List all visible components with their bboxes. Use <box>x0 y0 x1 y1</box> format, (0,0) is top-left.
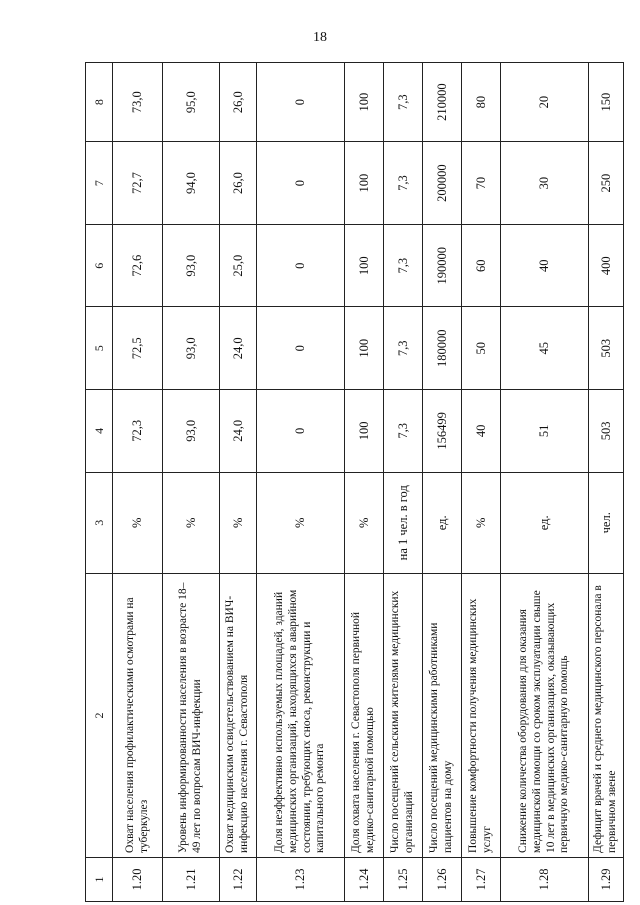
value-col5: 503 <box>589 307 624 390</box>
value-col5: 100 <box>345 307 384 390</box>
header-cell: 4 <box>86 390 113 473</box>
value-col7: 94,0 <box>163 142 220 225</box>
value-col5: 7,3 <box>384 307 423 390</box>
value-col8: 20 <box>501 63 589 142</box>
value-col7: 100 <box>345 142 384 225</box>
header-cell: 8 <box>86 63 113 142</box>
indicators-table <box>85 62 624 902</box>
indicator-description: Повышение комфортности получения медицинских услуг <box>462 573 501 857</box>
value-col4: 72,3 <box>113 390 163 473</box>
value-col8: 80 <box>462 63 501 142</box>
value-col5: 45 <box>501 307 589 390</box>
value-col8: 95,0 <box>163 63 220 142</box>
value-col6: 25,0 <box>220 224 257 307</box>
header-cell: 6 <box>86 224 113 307</box>
value-col8: 7,3 <box>384 63 423 142</box>
page-number: 18 <box>313 30 327 45</box>
value-col4: 0 <box>257 390 345 473</box>
value-col6: 72,6 <box>113 224 163 307</box>
value-col8: 150 <box>589 63 624 142</box>
value-col4: 156499 <box>423 390 462 473</box>
value-col7: 30 <box>501 142 589 225</box>
indicator-description: Охват медицинским освидетельствованием на ВИЧ-инфекцию населения г. Севастополя <box>220 573 257 857</box>
value-col6: 60 <box>462 224 501 307</box>
unit: % <box>163 472 220 573</box>
unit: % <box>345 472 384 573</box>
unit: чел. <box>589 472 624 573</box>
value-col6: 40 <box>501 224 589 307</box>
value-col4: 100 <box>345 390 384 473</box>
value-col7: 72,7 <box>113 142 163 225</box>
unit: % <box>113 472 163 573</box>
value-col8: 100 <box>345 63 384 142</box>
table-row <box>345 63 384 902</box>
row-number: 1.25 <box>384 857 423 901</box>
unit: на 1 чел. в год <box>384 472 423 573</box>
value-col5: 50 <box>462 307 501 390</box>
table-row <box>113 63 163 902</box>
table-row <box>220 63 257 902</box>
indicator-description: Доля охвата населения г. Севастополя первичной медико-санитарной помощью <box>345 573 384 857</box>
value-col8: 210000 <box>423 63 462 142</box>
indicator-description: Охват населения профилактическими осмотрами на туберкулез <box>113 573 163 857</box>
row-number: 1.21 <box>163 857 220 901</box>
table-row <box>163 63 220 902</box>
value-col6: 0 <box>257 224 345 307</box>
value-col5: 93,0 <box>163 307 220 390</box>
value-col5: 0 <box>257 307 345 390</box>
indicator-description: Доля неэффективно используемых площадей, зданий медицинских организаций, находящихся в аварийном состоянии, требующих сноса, реконструкции и капитального ремонта <box>257 573 345 857</box>
header-cell: 7 <box>86 142 113 225</box>
unit: % <box>220 472 257 573</box>
row-number: 1.28 <box>501 857 589 901</box>
value-col6: 93,0 <box>163 224 220 307</box>
value-col7: 250 <box>589 142 624 225</box>
value-col5: 180000 <box>423 307 462 390</box>
unit: ед. <box>423 472 462 573</box>
table-row <box>462 63 501 902</box>
value-col6: 100 <box>345 224 384 307</box>
table-row <box>257 63 345 902</box>
unit: % <box>257 472 345 573</box>
value-col4: 503 <box>589 390 624 473</box>
value-col7: 26,0 <box>220 142 257 225</box>
table-body <box>113 63 624 902</box>
row-number: 1.26 <box>423 857 462 901</box>
row-number: 1.20 <box>113 857 163 901</box>
value-col7: 200000 <box>423 142 462 225</box>
value-col7: 0 <box>257 142 345 225</box>
table-row <box>589 63 624 902</box>
row-number: 1.24 <box>345 857 384 901</box>
indicator-description: Дефицит врачей и среднего медицинского персонала в первичном звене <box>589 573 624 857</box>
indicator-description: Уровень информированности населения в возрасте 18–49 лет по вопросам ВИЧ-инфекции <box>163 573 220 857</box>
row-number: 1.29 <box>589 857 624 901</box>
header-cell: 2 <box>86 573 113 857</box>
indicator-description: Число посещений сельскими жителями медицинских организаций <box>384 573 423 857</box>
rotated-table-wrapper <box>85 62 618 902</box>
table-row <box>384 63 423 902</box>
value-col4: 40 <box>462 390 501 473</box>
value-col6: 7,3 <box>384 224 423 307</box>
header-cell: 1 <box>86 857 113 901</box>
value-col8: 73,0 <box>113 63 163 142</box>
value-col4: 7,3 <box>384 390 423 473</box>
row-number: 1.23 <box>257 857 345 901</box>
value-col7: 70 <box>462 142 501 225</box>
header-cell: 3 <box>86 472 113 573</box>
value-col6: 400 <box>589 224 624 307</box>
indicator-description: Снижение количества оборудования для оказания медицинской помощи со сроком эксплуатации свыше 10 лет в медицинских организациях, оказывающих первичную медико-санитарную помощь <box>501 573 589 857</box>
table-row <box>423 63 462 902</box>
row-number: 1.27 <box>462 857 501 901</box>
row-number: 1.22 <box>220 857 257 901</box>
value-col4: 24,0 <box>220 390 257 473</box>
indicator-description: Число посещений медицинскими работниками пациентов на дому <box>423 573 462 857</box>
unit: % <box>462 472 501 573</box>
value-col7: 7,3 <box>384 142 423 225</box>
value-col5: 72,5 <box>113 307 163 390</box>
table-row <box>501 63 589 902</box>
value-col4: 93,0 <box>163 390 220 473</box>
value-col4: 51 <box>501 390 589 473</box>
value-col8: 26,0 <box>220 63 257 142</box>
unit: ед. <box>501 472 589 573</box>
value-col5: 24,0 <box>220 307 257 390</box>
table-header-row <box>86 63 113 902</box>
value-col6: 190000 <box>423 224 462 307</box>
header-cell: 5 <box>86 307 113 390</box>
value-col8: 0 <box>257 63 345 142</box>
